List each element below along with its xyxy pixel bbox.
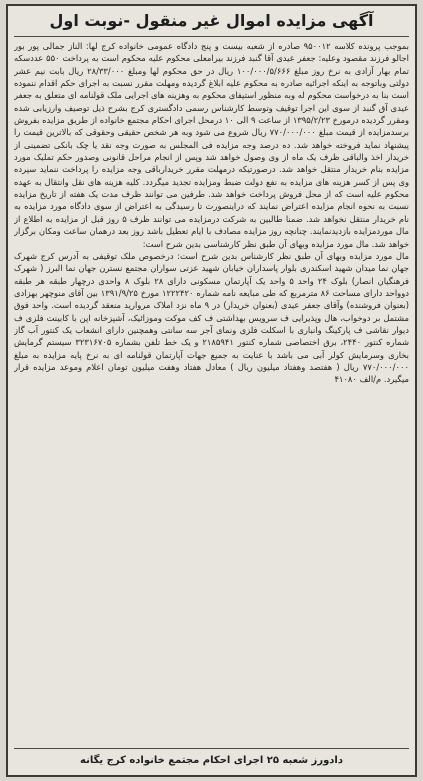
title-divider xyxy=(14,36,409,37)
footer-divider xyxy=(14,748,409,749)
notice-body xyxy=(14,40,409,745)
notice-signature: دادورز شعبه ۲۵ اجرای احکام مجتمع خانواده کرج یگانه xyxy=(80,755,343,766)
notice-title: آگهی مزایده اموال غیر منقول -نوبت اول xyxy=(49,11,374,30)
body-paragraph-terms: بموجب پرونده کلاسه ۹۵۰۰۱۲ صادره از شعبه بیست و پنج دادگاه عمومی خانواده کرج لها: الناز جمالی پور بور اجالو فرزند مقصود وعلیه: جعفر عیدی آقا گنبد فرزند بیرامعلی محکوم علیه محکوم است به پرداخت ۵۵۰ عددسکه تمام بهار آزادی به نرخ روز مبلغ ۱۰۰/۰۰۰/۵/۶۶۶ ریال در حق محکوم لها ومبلغ ۲۸/۳۳/۰۰۰ ریال بابت نیم عشر دولتی وباتوجه به اینکه اجرائیه صادره به محکوم علیه ابلاغ گردیده ومهلت مقرر نسبت به اجرای حکم اقدام ننموده است بنا به درخواست محکوم له وبه منظور استیفای محکوم به وهزینه های اجرایی ملک قولنامه ای متعلق به جعفر عیدی آق گنبد از سوی این اجرا توقیف وتوسط کارشناس رسمی دادگستری کرج بشرح ذیل توصیف وارزیابی شده ومقرر گردیده درمورخ ۱۳۹۵/۲/۲۳ از ساعت ۹ الی ۱۰ درمحل اجرای احکام مجتمع خانواده از طریق مزایده بفروش برسدمزایده از قیمت مبلغ ۷۷۰/۰۰۰/۰۰۰ ریال شروع می شود وبه هر شخص حقیقی وحقوقی که بالاترین قیمت را پیشنهاد نماید فروخته خواهد شد. ده درصد وجه مزایده فی المجلس به صورت وجه نقد یا چک بانکی تضمینی از خریدار اخذ والباقی ظرف یک ماه از وی وصول خواهد شد وپس از انجام مراحل قانونی وصدور حکم تملیک مورد مزایده بنام خریدار منتقل خواهد شد. درصورتیکه درمهلت مقرر خریدارباقی وجه مزایده را پرداخت ننماید سپرده وی پس از کسر هزینه های مزایده به نفع دولت ضبط ومزایده تجدید میگردد. کلیه هزینه های نقل وانتقال به عهده محکوم علیه است که از محل فروش پرداخت خواهد شد. طرفین می توانند ظرف مدت یک هفته از تاریخ مزایده نسبت به نحوه انجام مزایده اعتراض نمایند که دراینصورت تا رسیدگی به اعتراض از سوی دادگاه مورد مزایده به نام خریدار منتقل نخواهد شد. ضمنا طالبین به شرکت درمزایده می توانند ظرف ۵ روز قبل از مزایده به اطلاع از مال موردمزایده بازدیدنمایند. چنانچه روز مزایده مصادف با ایام تعطیل باشد روز بعد درهمان ساعت ومکان برگزار خواهد شد. مال مورد مزایده وبهای آن طبق نظر کارشناسی بدین شرح است: xyxy=(14,41,409,249)
body-paragraph-property: مال مورد مزایده وبهای آن طبق نظر کارشناس بدین شرح است: درخصوص ملک توقیفی به آدرس کرج شهرک جهان نما میدان شهید اسکندری بلوار پاسداران خیابان شهید عزتی سواران مجتمع نسترن جهان نما البرز ( شهرک فرهنگیان انصار) بلوک ۲۴ واحد ۵ واحد یک آپارتمان مسکونی دارای ۲۸ بلوک ۸ واحدی درچهار طبقه هر طبقه دوواحد دارای مساحت ۸۶ مترمربع که طی مبایعه نامه شماره ۱۲۲۲۴۲۰ مورخ ۱۳۹۱/۹/۲۵ بین آقای منوچهر بهزادی (بعنوان فروشنده) وآقای جعفر عیدی (بعنوان خریدار) در ۹ ماه نزد املاک مروارید منعقد گردیده است. واحد فوق مشتمل بر دوخواب، هال وپذیرایی ف سرویس بهداشتی ف کف موکت وموزائیک، آشپزخانه اپن با کابینت فلزی ف دیوار نقاشی ف پارکینگ وانباری با اسکلت فلزی ونمای آجر سه سانتی وهمچنین دارای انشعاب یک کنتور آب گاز شماره کنتور ۲۴۴۰، برق اختصاصی شماره کنتور ۲۱۸۵۹۴۱ و یک خط تلفن بشماره ۳۲۳۱۶۷۰۵ سیستم گرمایش بخاری وسرمایش کولر آبی می باشد با عنایت به جمیع جهات آپارتمان قولنامه ای به نرخ پایه مزایده به مبلغ ۷۷۰/۰۰۰/۰۰۰ ریال ( هفتصد وهفتاد میلیون ریال ) معادل هفتاد وهفت میلیون تومان اعلام وموعد مزایده قرار میگیرد. م/الف ۴۱۰۸۰ xyxy=(14,250,409,385)
auction-notice xyxy=(6,4,417,777)
